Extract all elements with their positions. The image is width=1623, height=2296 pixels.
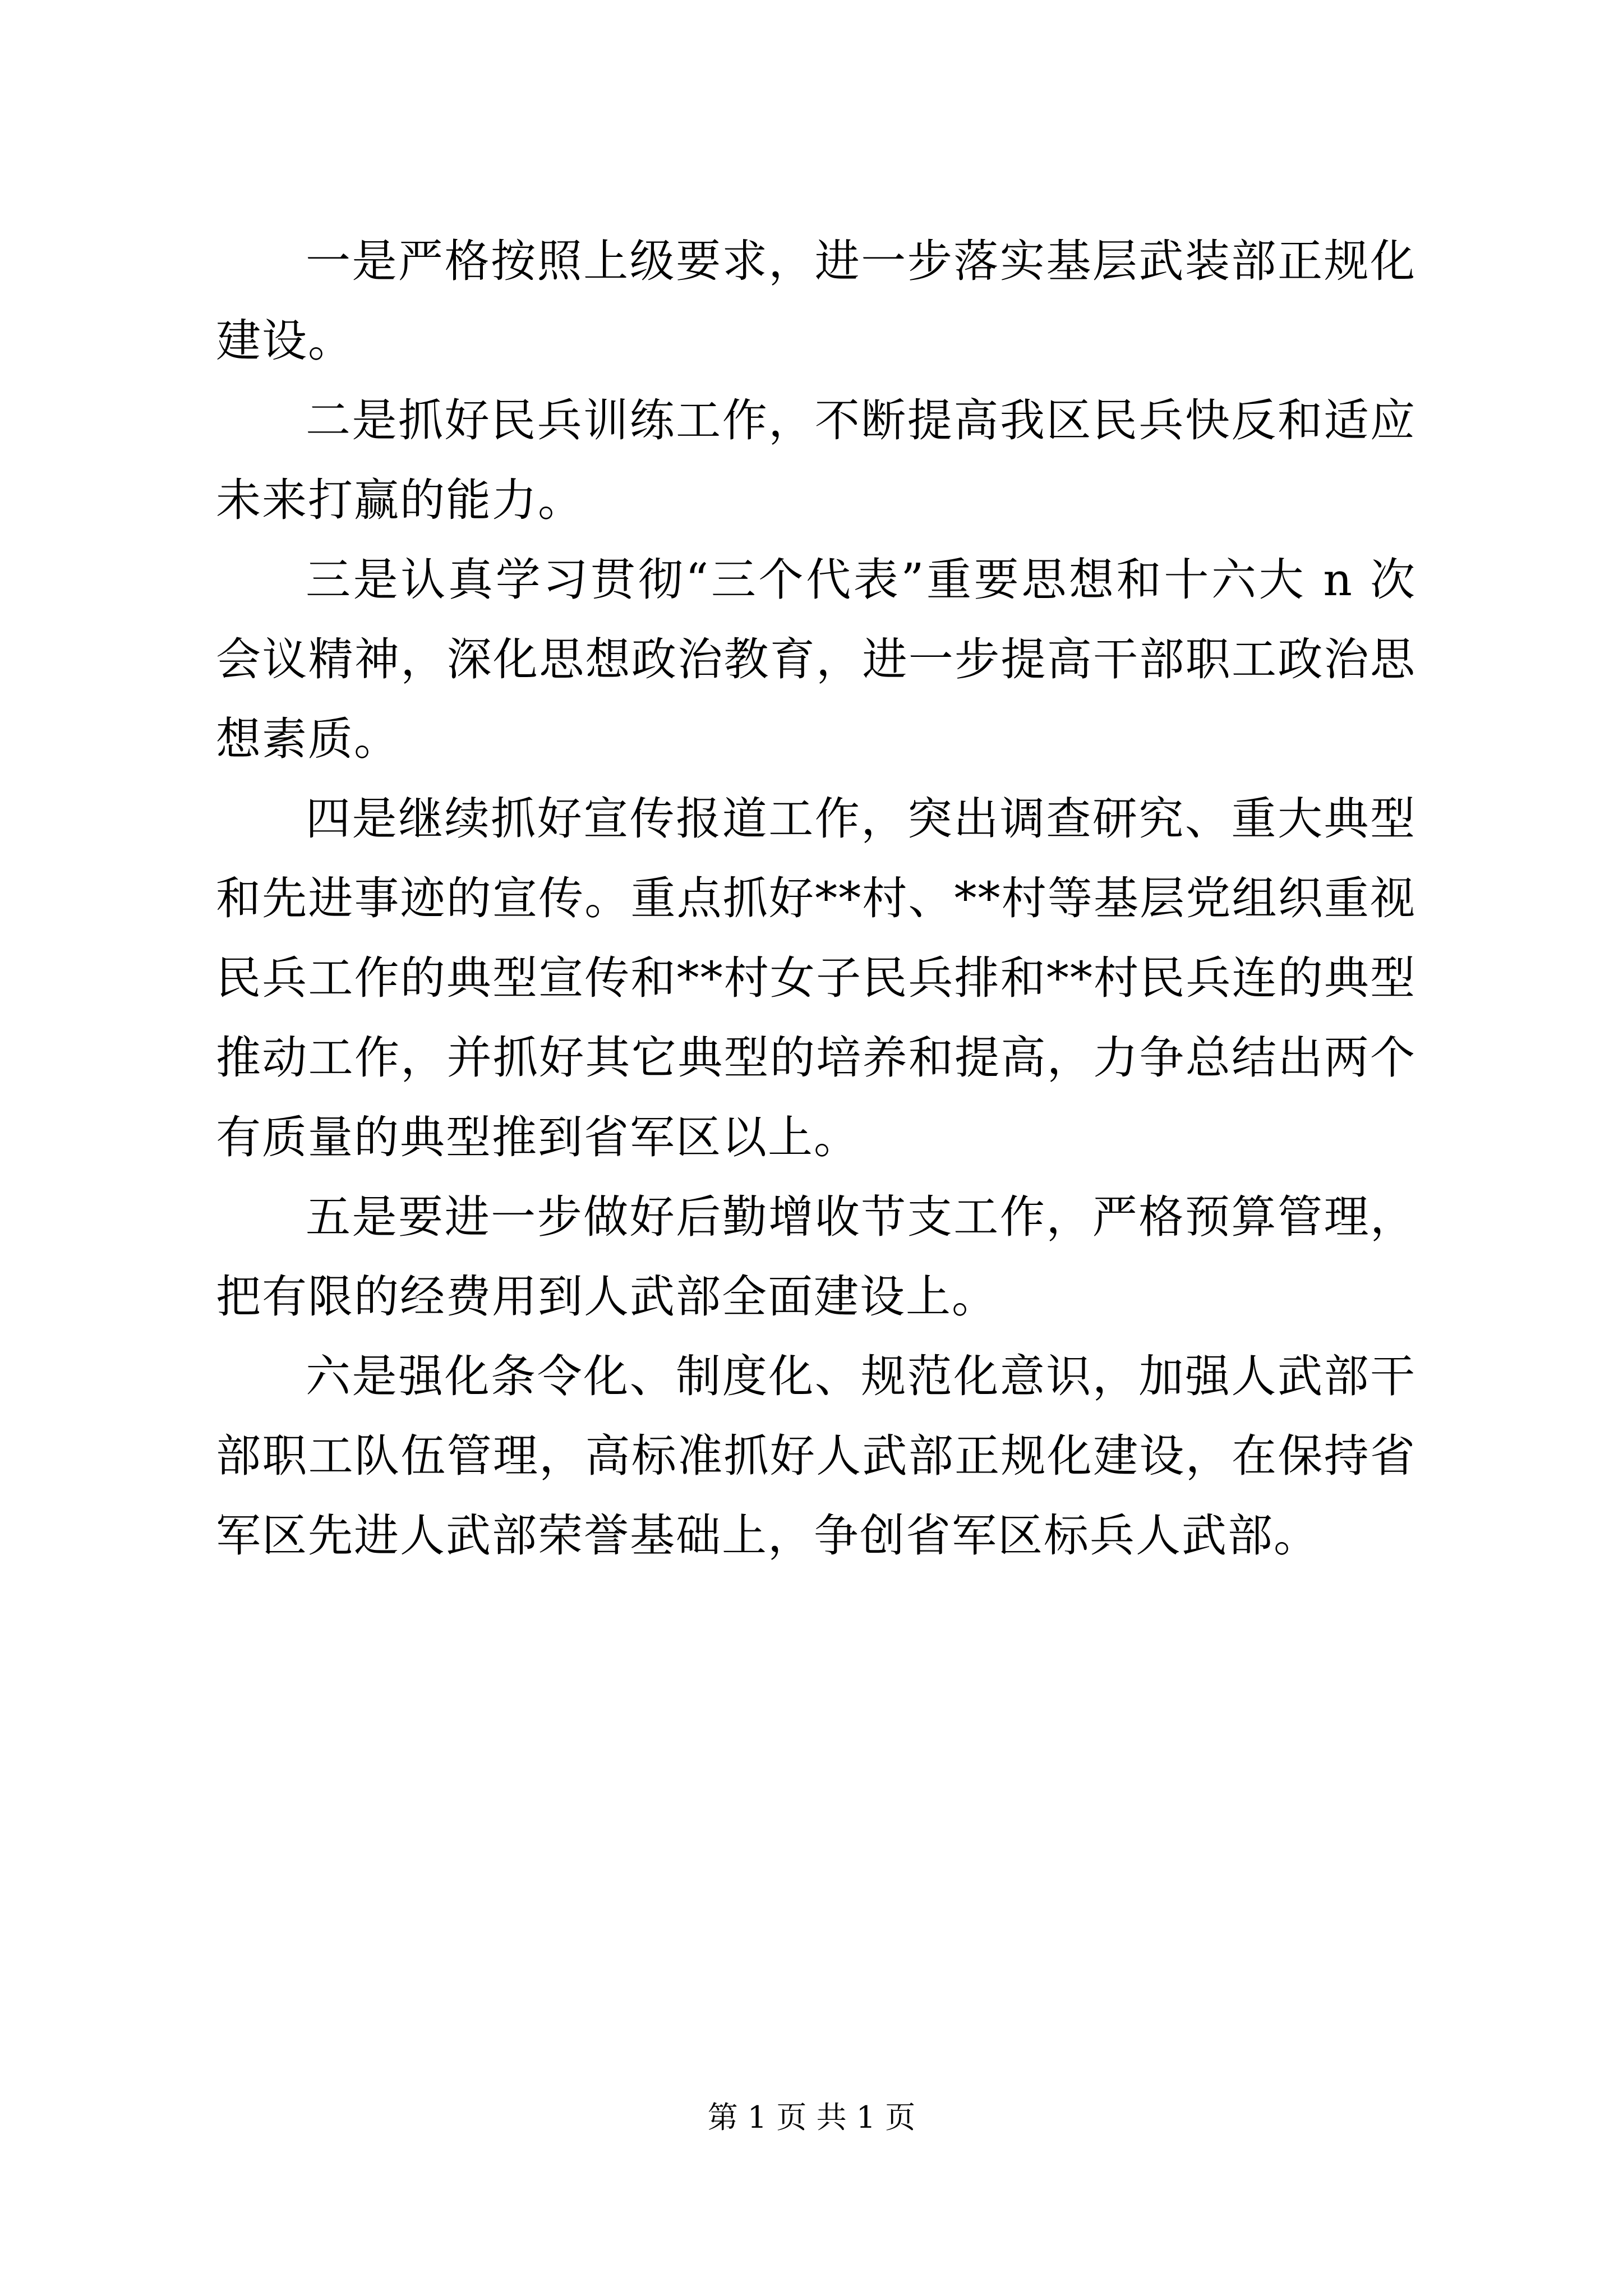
paragraph-6: 六是强化条令化、制度化、规范化意识，加强人武部干部职工队伍管理，高标准抓好人武部正规化建设，在保持省军区先进人武部荣誉基础上，争创省军区标兵人武部。 <box>216 1350 1416 1562</box>
paragraph-2: 二是抓好民兵训练工作，不断提高我区民兵快反和适应未来打赢的能力。 <box>216 394 1416 526</box>
paragraph-5: 五是要进一步做好后勤增收节支工作，严格预算管理，把有限的经费用到人武部全面建设上。 <box>216 1191 1416 1323</box>
page-footer <box>0 2098 1623 2137</box>
paragraph-1: 一是严格按照上级要求，进一步落实基层武装部正规化建设。 <box>216 235 1416 367</box>
page-number: 第 1 页 共 1 页 <box>707 2100 916 2135</box>
paragraph-3: 三是认真学习贯彻“三个代表”重要思想和十六大 n 次会议精神，深化思想政治教育，进一步提高干部职工政治思想素质。 <box>216 554 1416 765</box>
document-body <box>216 222 1416 1576</box>
paragraph-4: 四是继续抓好宣传报道工作，突出调查研究、重大典型和先进事迹的宣传。重点抓好**村、**村等基层党组织重视民兵工作的典型宣传和**村女子民兵排和**村民兵连的典型推动工作，并抓好其它典型的培养和提高，力争总结出两个有质量的典型推到省军区以上。 <box>216 793 1416 1163</box>
